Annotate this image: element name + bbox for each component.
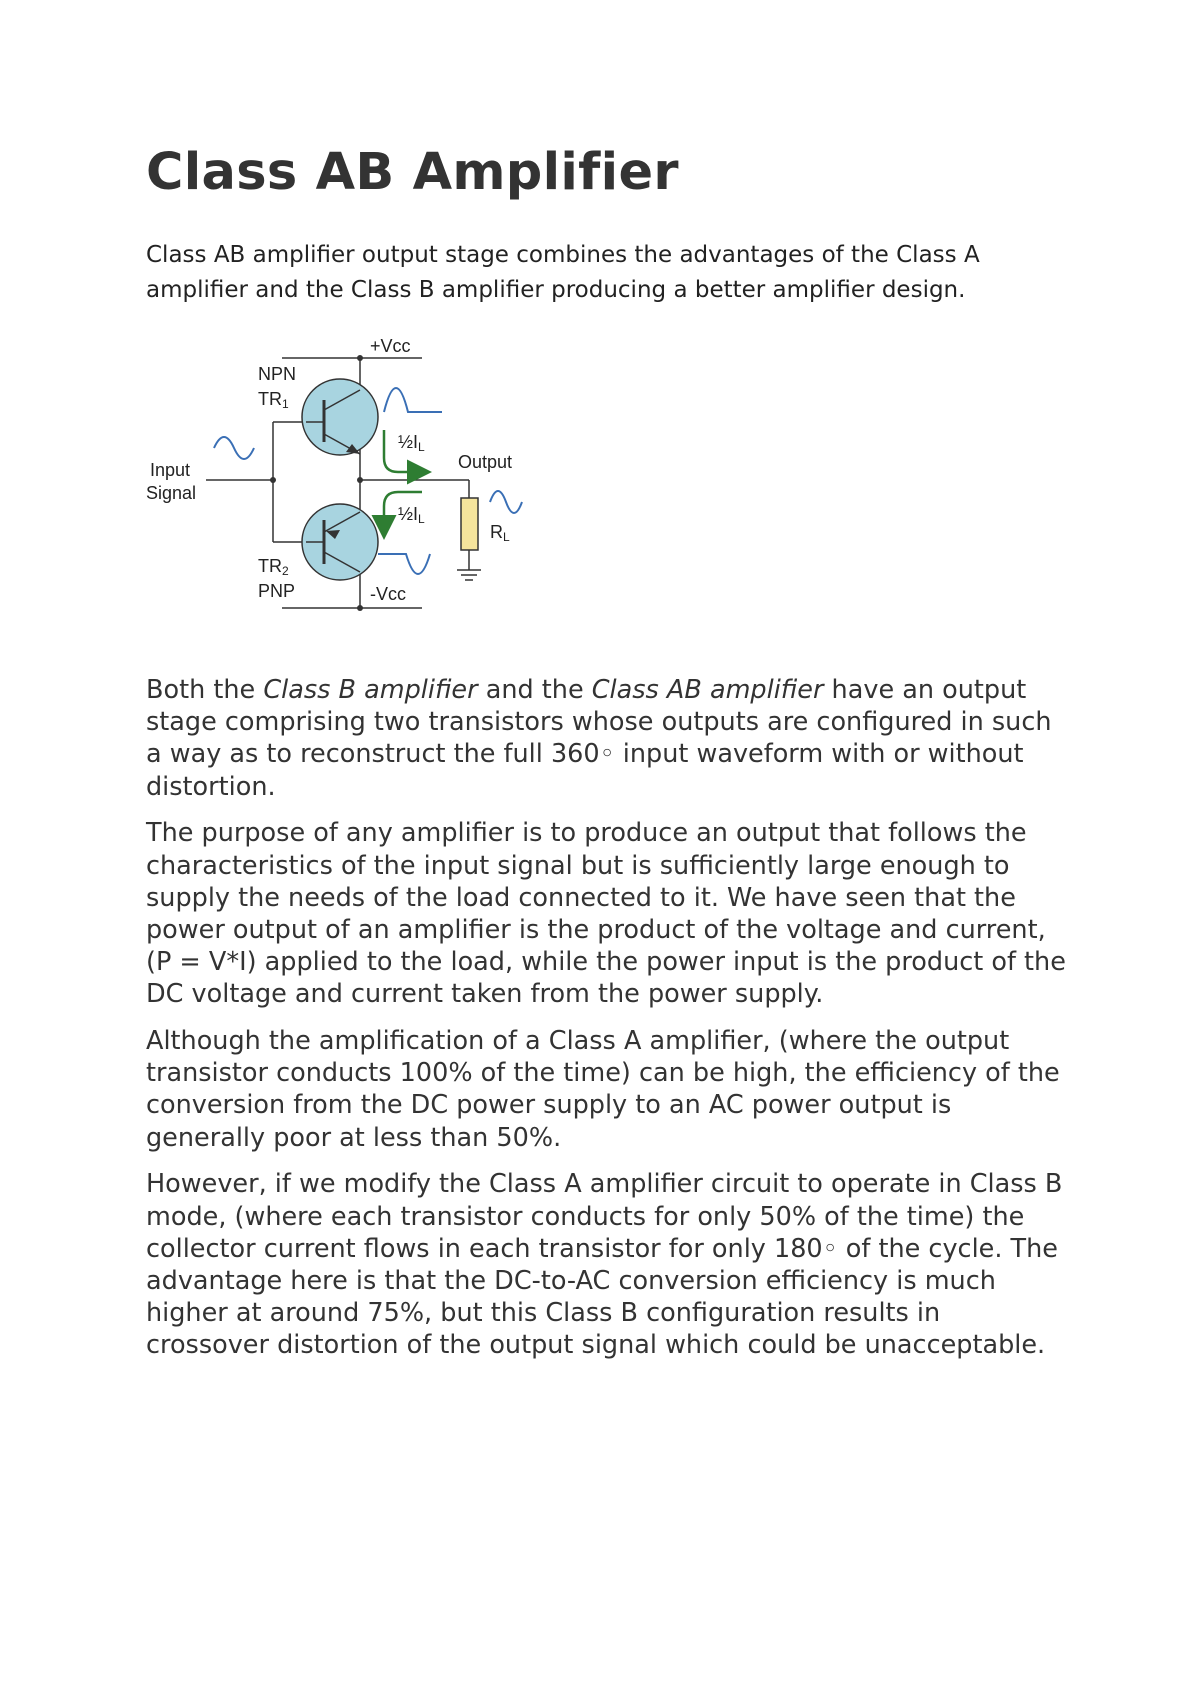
load-resistor-label: RL <box>490 522 510 544</box>
vcc-pos-label: +Vcc <box>370 336 411 356</box>
ground-icon <box>457 570 481 580</box>
lower-half-wave-icon <box>378 554 430 574</box>
input-label-line2: Signal <box>146 483 197 503</box>
upper-half-wave-icon <box>384 388 442 412</box>
pnp-label: PNP <box>258 581 296 601</box>
intro-paragraph: Class AB amplifier output stage combines the advantages of the Class A amplifier and the Class B amplifier producing a better amplifier design. <box>146 242 980 303</box>
class-ab-circuit-diagram <box>146 330 546 620</box>
paragraph-3: Although the amplification of a Class A amplifier, (where the output transistor conducts 100% of the time) can be high, the efficiency of the conversion from the DC power supply to an AC power output is generally poor at less than 50%. <box>146 1026 1060 1153</box>
upper-current-label: ½IL <box>398 432 425 454</box>
paragraph-2: The purpose of any amplifier is to produce an output that follows the characteristics of the input signal but is sufficiently large enough to supply the needs of the load connected to it. We have seen that the power output of an amplifier is the product of the voltage and current, (P = V*I) applied to the load, while the power input is the product of the DC voltage and current taken from the power supply. <box>146 818 1066 1010</box>
paragraph-4: However, if we modify the Class A amplifier circuit to operate in Class B mode, (where each transistor conducts for only 50% of the time) the collector current flows in each transistor for only 180◦ of the cycle. The advantage here is that the DC-to-AC conversion efficiency is much higher at around 75%, but this Class B configuration results in crossover distortion of the output signal which could be unacceptable. <box>146 1169 1063 1361</box>
input-sine-icon <box>214 437 254 459</box>
page-title: Class AB Amplifier <box>146 143 679 202</box>
load-resistor <box>461 498 478 550</box>
npn-label: NPN <box>258 364 297 384</box>
paragraph-1: Both the Class B amplifier and the Class AB amplifier have an output stage comprising two transistors whose outputs are configured in such a way as to reconstruct the full 360◦ input waveform with or without distortion. <box>146 675 1052 802</box>
input-label-line1: Input <box>150 460 191 480</box>
output-sine-icon <box>490 491 522 513</box>
body-text <box>146 674 1066 1376</box>
pnp-transistor-tr2 <box>302 504 378 580</box>
tr1-label: TR1 <box>258 389 289 411</box>
npn-transistor-tr1 <box>302 379 378 455</box>
tr2-label: TR2 <box>258 556 289 578</box>
lower-current-label: ½IL <box>398 504 425 526</box>
output-label: Output <box>458 452 513 472</box>
vcc-neg-label: -Vcc <box>370 584 406 604</box>
